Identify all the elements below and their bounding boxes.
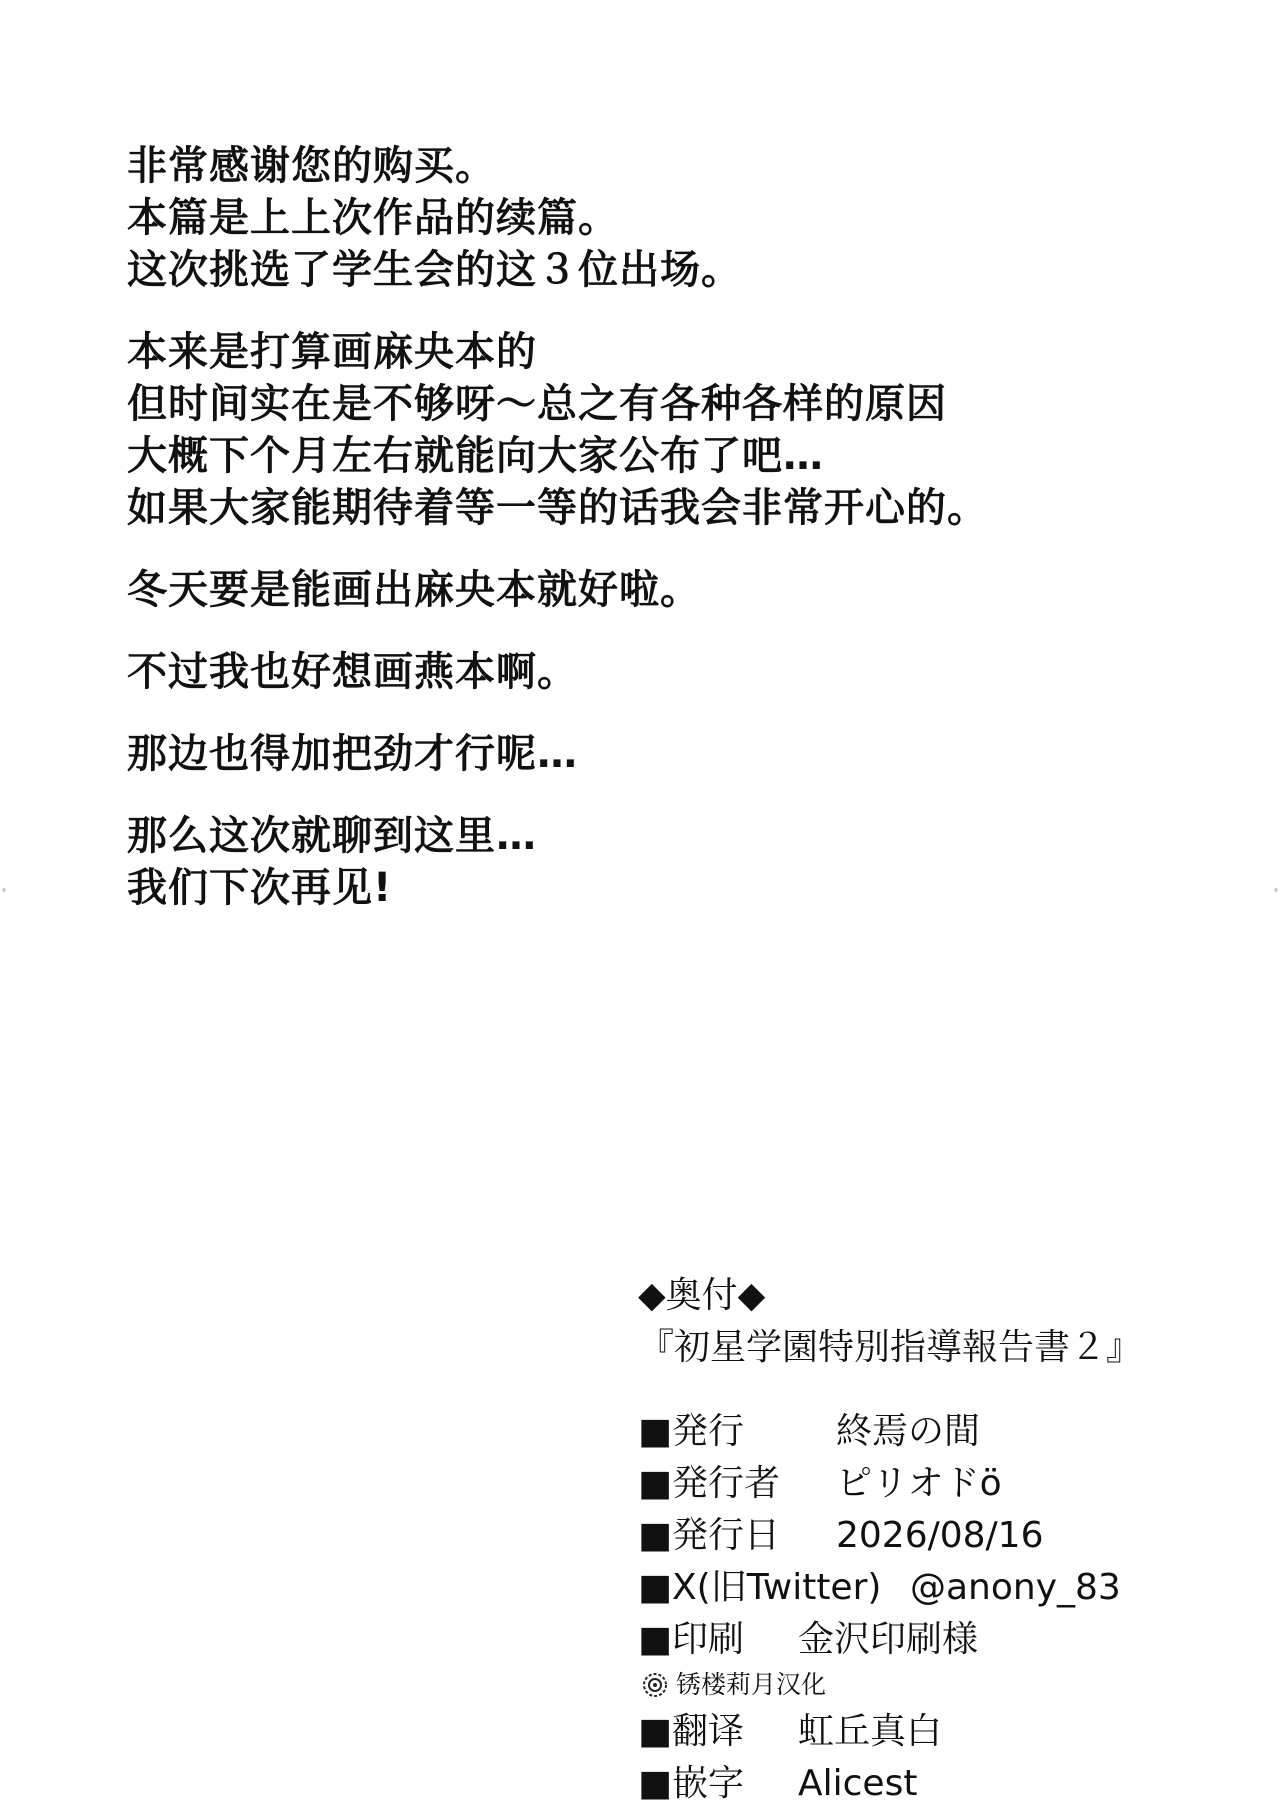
text-line: 非常感谢您的购买。 xyxy=(127,143,496,189)
row-label: ■X(旧Twitter) xyxy=(638,1567,882,1608)
colophon-row-publisher xyxy=(638,1406,1278,1458)
text-line: 但时间实在是不够呀～总之有各种各样的原因 xyxy=(127,381,947,427)
row-value: 終焉の間 xyxy=(836,1411,981,1452)
row-value: @anony_83 xyxy=(910,1567,1121,1608)
row-label: ■翻译 xyxy=(638,1711,745,1752)
text-line: 如果大家能期待着等一等的话我会非常开心的。 xyxy=(127,485,988,531)
text-line: 这次挑选了学生会的这３位出场。 xyxy=(127,247,742,293)
row-value: Alicest xyxy=(798,1763,918,1804)
paragraph xyxy=(127,728,1167,780)
text-line: 那边也得加把劲才行呢… xyxy=(127,731,578,777)
translation-group xyxy=(642,1668,1278,1702)
row-value: 2026/08/16 xyxy=(836,1515,1044,1556)
colophon-row-twitter xyxy=(638,1562,1278,1614)
row-label: ■発行者 xyxy=(638,1463,781,1504)
edge-mark xyxy=(1274,888,1278,892)
colophon-row-author xyxy=(638,1458,1278,1510)
afterword-text xyxy=(127,140,1167,944)
row-value: 金沢印刷様 xyxy=(798,1619,979,1660)
group-name: 锈楼莉月汉化 xyxy=(676,1670,827,1699)
row-label: ■印刷 xyxy=(638,1619,745,1660)
colophon-row-date xyxy=(638,1510,1278,1562)
credit-row-typesetter xyxy=(638,1758,1278,1810)
paragraph xyxy=(127,810,1167,914)
row-label: ■嵌字 xyxy=(638,1763,745,1804)
text-line: 本篇是上上次作品的续篇。 xyxy=(127,195,619,241)
text-line: 大概下个月左右就能向大家公布了吧… xyxy=(127,433,824,479)
text-line: 那么这次就聊到这里… xyxy=(127,813,537,859)
row-label: ■発行日 xyxy=(638,1515,781,1556)
text-line: 我们下次再见! xyxy=(127,865,393,911)
text-line: 冬天要是能画出麻央本就好啦。 xyxy=(127,567,701,613)
text-line: 不过我也好想画燕本啊。 xyxy=(127,649,578,695)
paragraph xyxy=(127,646,1167,698)
gear-emblem-icon xyxy=(642,1672,668,1698)
paragraph xyxy=(127,326,1167,534)
row-value: 虹丘真白 xyxy=(798,1711,943,1752)
text-line: 本来是打算画麻央本的 xyxy=(127,329,537,375)
edge-mark xyxy=(2,888,6,892)
colophon-heading: ◆奥付◆ xyxy=(638,1275,766,1316)
row-value: ピリオドö xyxy=(836,1463,1002,1504)
paragraph xyxy=(127,140,1167,296)
credit-row-translator xyxy=(638,1706,1278,1758)
book-title: 『初星学園特別指導報告書２』 xyxy=(638,1327,1143,1368)
colophon xyxy=(638,1270,1278,1810)
colophon-row-printer xyxy=(638,1614,1278,1666)
paragraph xyxy=(127,564,1167,616)
row-label: ■発行 xyxy=(638,1411,745,1452)
